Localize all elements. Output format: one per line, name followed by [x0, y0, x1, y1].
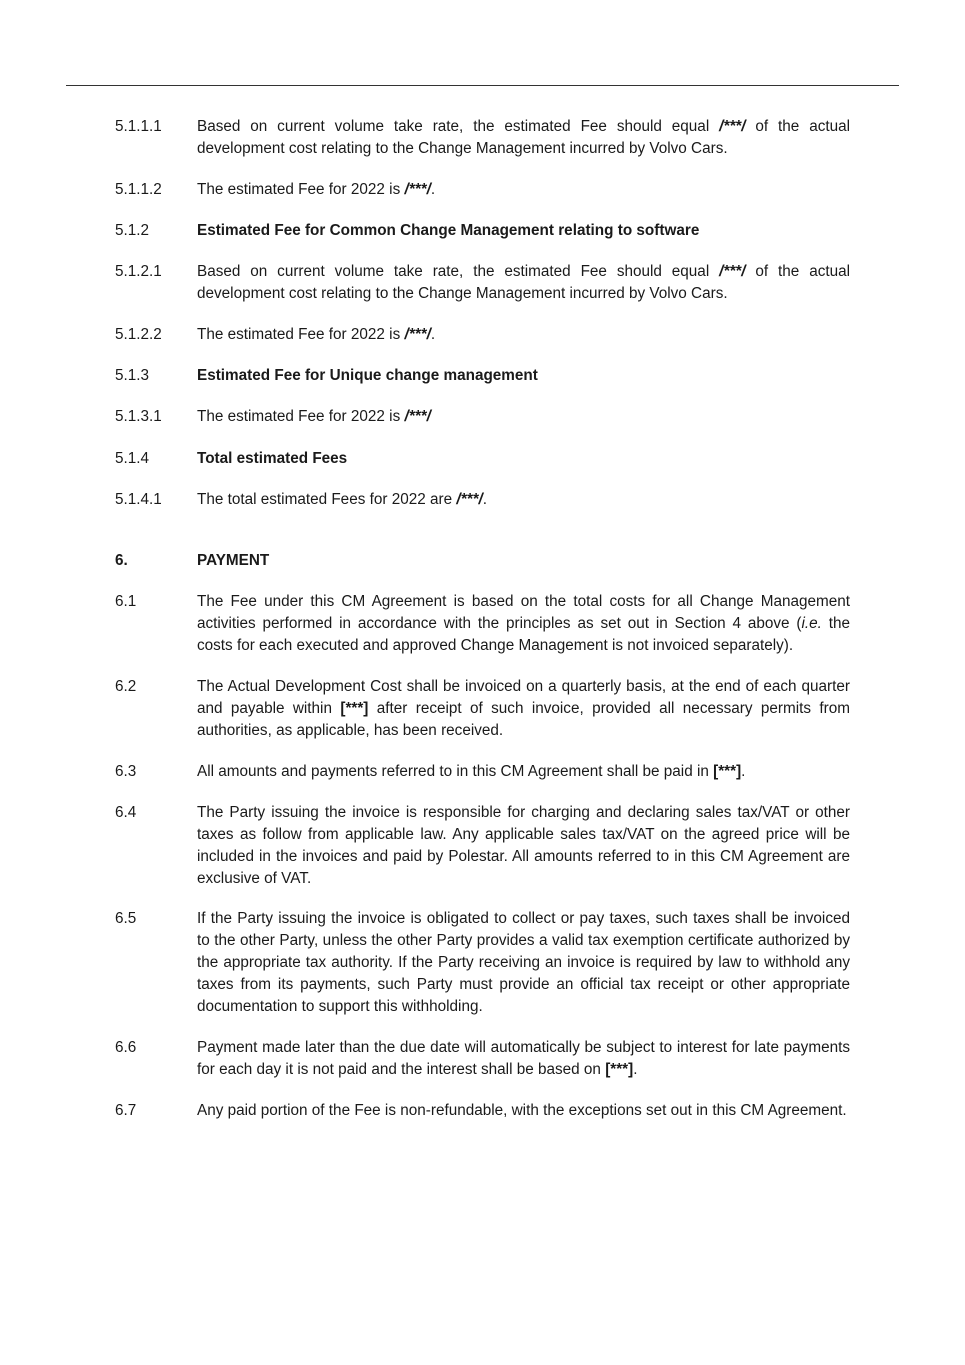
clause-text: The estimated Fee for 2022 is /***/ [197, 408, 431, 425]
header-rule [66, 85, 899, 86]
clause-text: Based on current volume take rate, the estimated Fee should equal /***/ of the actual development cost relating to the Change Management incurred by Volvo Cars. [197, 118, 851, 157]
clause-number: 5.1.4.1 [115, 491, 162, 508]
clause-number: 5.1.1.2 [115, 181, 162, 198]
clause-text: Any paid portion of the Fee is non-refundable, with the exceptions set out in this CM Agreement. [197, 1102, 847, 1119]
clause-number: 5.1.3 [115, 367, 150, 384]
clause-text: If the Party issuing the invoice is obligated to collect or pay taxes, such taxes shall be invoiced to the other Party, unless the other Party provides a valid tax exemption certificate authorized by the appropriate tax authority. If the Party receiving an invoice is required by law to withhold any taxes from its payments, such Party must provide an official tax receipt or other appropriate documentation to support this withholding. [197, 910, 850, 1015]
clause-number: 5.1.2.1 [115, 263, 162, 280]
clause-heading: Total estimated Fees [197, 450, 348, 467]
clause-number: 5.1.1.1 [115, 118, 162, 135]
clause-text: The estimated Fee for 2022 is /***/. [197, 326, 436, 343]
clause-number: 5.1.3.1 [115, 408, 162, 425]
clause-text: The total estimated Fees for 2022 are /***/. [197, 491, 487, 508]
clause-text: Based on current volume take rate, the estimated Fee should equal /***/ of the actual development cost relating to the Change Management incurred by Volvo Cars. [197, 263, 851, 302]
clause-number: 5.1.2.2 [115, 326, 162, 343]
clause-number: 6.1 [115, 593, 137, 610]
clause-heading: Estimated Fee for Common Change Management relating to software [197, 222, 700, 239]
clause-text: The Party issuing the invoice is responsible for charging and declaring sales tax/VAT or other taxes as follow from applicable law. Any applicable sales tax/VAT on the agreed price will be included in the invoices and paid by Polestar. All amounts referred to in this CM Agreement are exclusive of VAT. [197, 804, 850, 887]
clause-heading: Estimated Fee for Unique change management [197, 367, 538, 384]
clause-number: 6.4 [115, 804, 137, 821]
clause-number: 6. [115, 552, 128, 569]
clause-number: 6.7 [115, 1102, 137, 1119]
clause-text: All amounts and payments referred to in this CM Agreement shall be paid in [***]. [197, 763, 746, 780]
clause-text: The Fee under this CM Agreement is based on the total costs for all Change Management activities performed in accordance with the principles as set out in Section 4 above (i.e. the costs for each executed and approved Change Management is not invoiced separately). [197, 593, 850, 654]
clause-number: 6.2 [115, 678, 137, 695]
clause-text: The estimated Fee for 2022 is /***/. [197, 181, 436, 198]
clause-text: The Actual Development Cost shall be invoiced on a quarterly basis, at the end of each quarter and payable within [***] after receipt of such invoice, provided all necessary permits from authorities, as applicable, has been received. [197, 678, 851, 739]
clause-number: 5.1.4 [115, 450, 150, 467]
clause-number: 6.5 [115, 910, 137, 927]
clause-number: 6.3 [115, 763, 137, 780]
clause-number: 6.6 [115, 1039, 137, 1056]
clause-heading: PAYMENT [197, 552, 270, 569]
clause-text: Payment made later than the due date will automatically be subject to interest for late payments for each day it is not paid and the interest shall be based on [***]. [197, 1039, 850, 1078]
clause-number: 5.1.2 [115, 222, 150, 239]
